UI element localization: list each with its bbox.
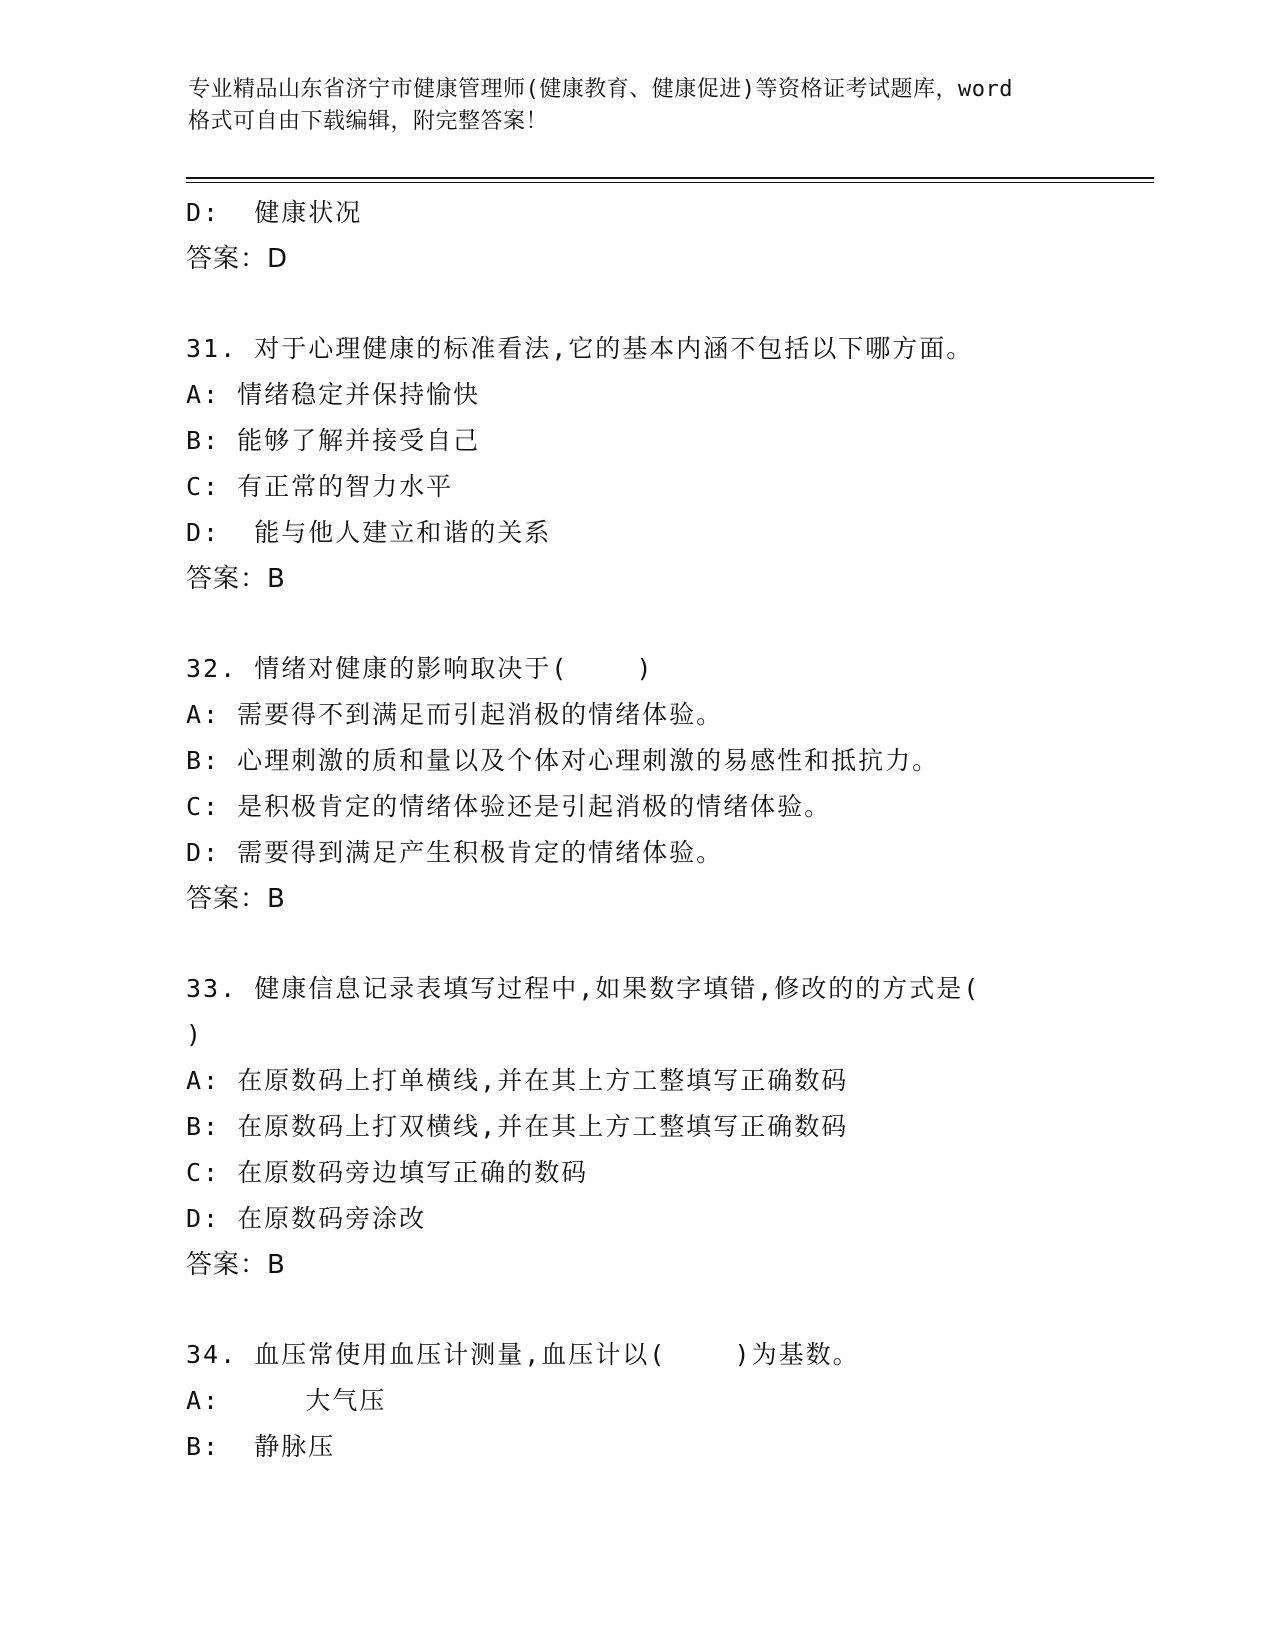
- option-c: C: 在原数码旁边填写正确的数码: [186, 1158, 589, 1187]
- option-c: C: 是积极肯定的情绪体验还是引起消极的情绪体验。: [186, 792, 832, 821]
- header-divider-thick: [186, 177, 1154, 179]
- answer: 答案：B: [186, 884, 286, 914]
- question-stem: 31. 对于心理健康的标准看法,它的基本内涵不包括以下哪方面。: [186, 334, 974, 363]
- document-header: [188, 74, 1088, 138]
- option-b: B: 能够了解并接受自己: [186, 426, 481, 455]
- spacer: [186, 1288, 1146, 1332]
- option-d: D: 在原数码旁涂改: [186, 1204, 427, 1233]
- option-c: C: 有正常的智力水平: [186, 472, 454, 501]
- answer: 答案：D: [186, 244, 289, 274]
- option-d: D: 需要得到满足产生积极肯定的情绪体验。: [186, 838, 724, 867]
- question-stem: 34. 血压常使用血压计测量,血压计以( )为基数。: [186, 1340, 860, 1369]
- option-b: B: 心理刺激的质和量以及个体对心理刺激的易感性和抵抗力。: [186, 746, 940, 775]
- question-stem-line-1: 33. 健康信息记录表填写过程中,如果数字填错,修改的的方式是(: [186, 974, 981, 1003]
- option-a: A: 在原数码上打单横线,并在其上方工整填写正确数码: [186, 1066, 849, 1095]
- option-b: B: 在原数码上打双横线,并在其上方工整填写正确数码: [186, 1112, 849, 1141]
- answer: 答案：B: [186, 1250, 286, 1280]
- header-line-2: 格式可自由下载编辑，附完整答案！: [188, 109, 549, 134]
- option-d: D: 能与他人建立和谐的关系: [186, 518, 552, 547]
- question-stem: 32. 情绪对健康的影响取决于( ): [186, 654, 654, 683]
- spacer: [186, 282, 1146, 326]
- answer: 答案：B: [186, 564, 286, 594]
- question-33: [186, 966, 1146, 1288]
- question-32: [186, 646, 1146, 922]
- question-34: [186, 1332, 1146, 1470]
- header-divider-thin: [186, 182, 1154, 183]
- option-b: B: 静脉压: [186, 1432, 336, 1461]
- question-30-tail: [186, 190, 1146, 282]
- spacer: [186, 602, 1146, 646]
- spacer: [186, 922, 1146, 966]
- option-d: D: 健康状况: [186, 198, 363, 227]
- option-a: A: 情绪稳定并保持愉快: [186, 380, 481, 409]
- question-list: [186, 190, 1146, 1470]
- option-a: A: 需要得不到满足而引起消极的情绪体验。: [186, 700, 724, 729]
- question-stem-line-2: ): [186, 1020, 204, 1049]
- header-line-1: 专业精品山东省济宁市健康管理师(健康教育、健康促进)等资格证考试题库，word: [188, 77, 1013, 102]
- option-a: A: 大气压: [186, 1386, 387, 1415]
- question-31: [186, 326, 1146, 602]
